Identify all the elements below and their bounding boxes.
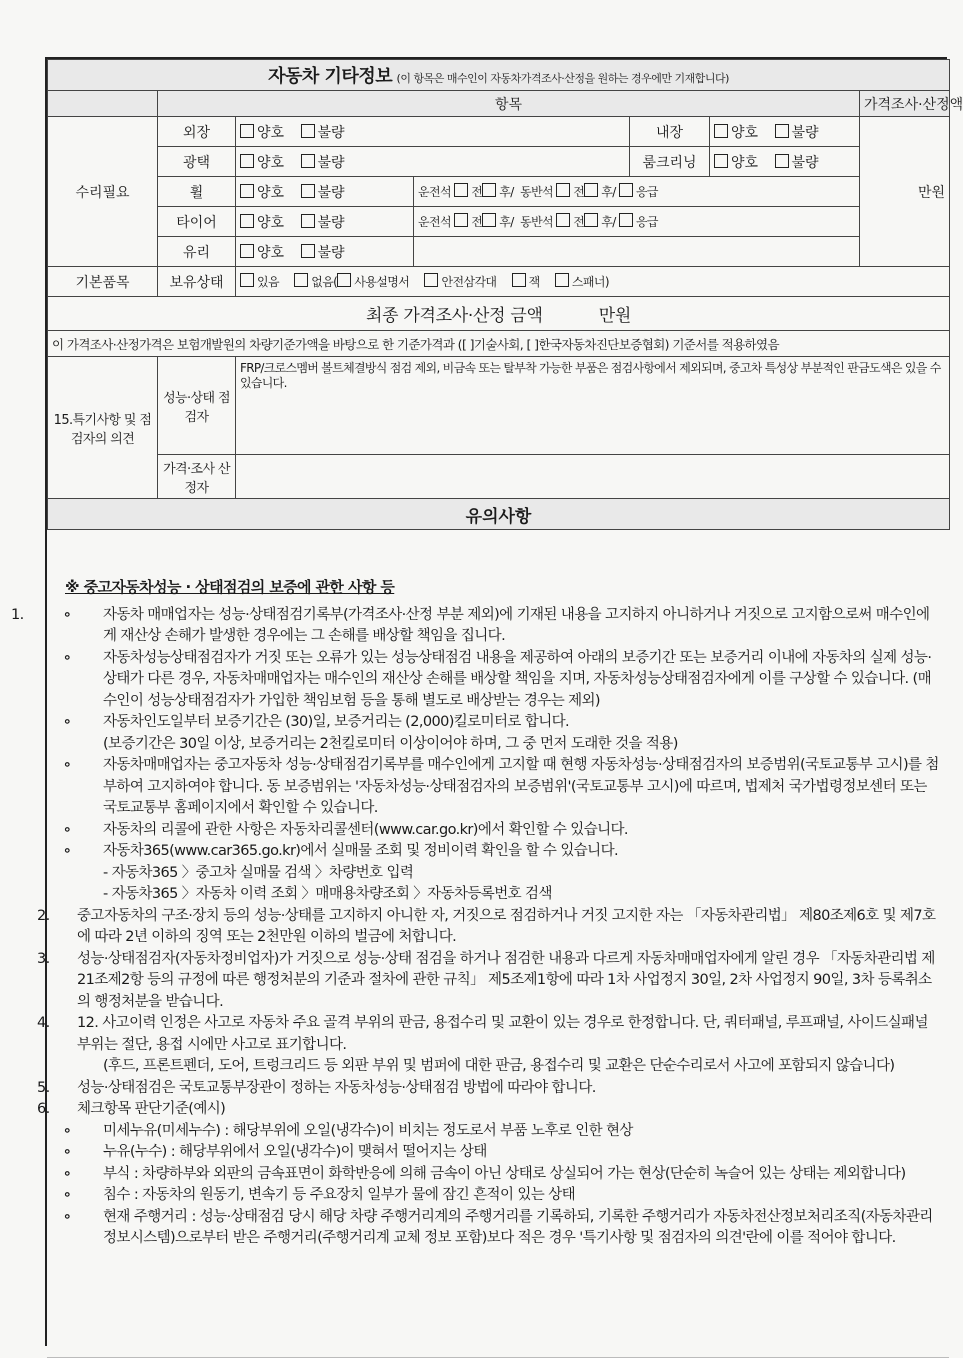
row-tire: 타이어 (158, 207, 236, 237)
checkbox-icon[interactable] (619, 183, 633, 197)
checkbox-icon[interactable] (294, 273, 308, 287)
notice-item-text: 12. 사고이력 인정은 사고로 자동차 주요 골격 부위의 판금, 용접수리 및 교환이 있는 경우로 한정합니다. 단, 쿼터패널, 루프패널, 사이드실패널 부위는 절단, 용접 시에만 사고로 표기합니다. (77, 1015, 928, 1053)
notice-item (57, 734, 942, 756)
notice-item-text: (후드, 프론트펜더, 도어, 트렁크리드 등 외판 부위 및 범퍼에 대한 판금, 용접수리 및 교환은 단순수리로서 사고에 포함되지 않습니다) (103, 1058, 895, 1074)
price-unit: 만원 (860, 117, 950, 267)
row-wheel: 휠 (158, 177, 236, 207)
checkbox-icon[interactable] (584, 213, 598, 227)
checkbox-icon[interactable] (240, 184, 254, 198)
checkbox-icon[interactable] (482, 183, 496, 197)
notice-item (57, 1207, 942, 1250)
notice-item-text: 자동차의 리콜에 관한 사항은 자동차리콜센터(www.car.go.kr)에서 확인할 수 있습니다. (103, 821, 628, 838)
notice-item (57, 1142, 942, 1164)
notice-item-number: 6. (37, 1101, 50, 1117)
notice-item-text: 누유(누수) : 해당부위에서 오일(냉각수)이 맺혀서 떨어지는 상태 (103, 1144, 487, 1160)
wheel-seat-options[interactable]: 운전석 전 후/ 동반석 전 후/ 응급 (414, 177, 860, 207)
notice-item-text: (보증기간은 30일 이상, 보증거리는 2천킬로미터 이상이어야 하며, 그 중 먼저 도래한 것을 적용) (103, 735, 678, 752)
repair-label: 수리필요 (48, 117, 158, 267)
bullet-icon: ∘ (62, 821, 72, 838)
checkbox-icon[interactable] (424, 273, 438, 287)
bullet-icon: ∘ (62, 1122, 72, 1139)
notice-heading: ※ 중고자동차성능 · 상태점검의 보증에 관한 사항 등 (65, 578, 395, 596)
interior-options[interactable]: 양호 불량 (710, 117, 860, 147)
other-info-table (47, 59, 963, 530)
tire-options[interactable]: 양호 불량 (236, 207, 414, 237)
notice-list (11, 605, 942, 1250)
notice-item (57, 712, 942, 734)
checkbox-icon[interactable] (301, 124, 315, 138)
checkbox-icon[interactable] (454, 213, 468, 227)
notice-item (57, 1056, 942, 1078)
price-assessor-opinion[interactable] (236, 455, 950, 499)
col-price-header: 가격조사·산정액 (860, 91, 950, 117)
notice-item-text: 현재 주행거리 : 성능·상태점검 당시 해당 차량 주행거리계의 주행거리를 기록하되, 기록한 주행거리가 자동차전산정보처리조직(자동차관리정보시스템)으로부터 받은 주행거리(주행거리계 교체 정보 포함)보다 적은 경우 '특기사항 및 점검자의 의견'란에 이를 적어야 합니다. (103, 1208, 933, 1246)
notice-item-text: 미세누유(미세누수) : 해당부위에 오일(냉각수)이 비치는 정도로서 부품 노후로 인한 현상 (103, 1122, 633, 1139)
other-info-title: 자동차 기타정보 (268, 66, 393, 87)
notice-item-text: - 자동차365 〉중고차 실매물 검색 〉차량번호 입력 (103, 864, 414, 881)
notice-item-number: 1. (11, 606, 24, 623)
exterior-options[interactable]: 양호 불량 (236, 117, 630, 147)
checkbox-icon[interactable] (775, 124, 789, 138)
notice-item (57, 648, 942, 713)
bullet-icon: ∘ (62, 649, 72, 666)
row-glass: 유리 (158, 237, 236, 267)
row-exterior: 외장 (158, 117, 236, 147)
tire-seat-options[interactable]: 운전석 전 후/ 동반석 전 후/ 응급 (414, 207, 860, 237)
notice-item-number: 3. (37, 950, 50, 967)
final-amount-unit: 만원 (598, 306, 631, 326)
remarks-label: 15.특기사항 및 점검자의 의견 (48, 357, 158, 499)
price-assessor-label: 가격·조사 산정자 (158, 455, 236, 499)
gloss-options[interactable]: 양호 불량 (236, 147, 630, 177)
basic-items-options[interactable]: 있음 없음( 사용설명서 안전삼각대 잭 스패너) (236, 267, 950, 297)
notice-item (57, 1164, 942, 1186)
checkbox-icon[interactable] (584, 183, 598, 197)
notice-item (57, 820, 942, 842)
checkbox-icon[interactable] (556, 183, 570, 197)
inspection-form-page (11, 57, 963, 1346)
inspector-label: 성능·상태 점검자 (158, 357, 236, 455)
notice-item (57, 863, 942, 885)
checkbox-icon[interactable] (556, 213, 570, 227)
notice-item-number: 2. (37, 907, 50, 924)
notice-item (57, 841, 942, 863)
notice-item-text: 부식 : 차량하부와 외판의 금속표면이 화학반응에 의해 금속이 아닌 상태로 상실되어 가는 현상(단순히 녹슬어 있는 상태는 제외합니다) (103, 1165, 906, 1182)
notice-item (57, 884, 942, 906)
checkbox-icon[interactable] (619, 213, 633, 227)
notice-item-text: 자동차성능상태점검자가 거짓 또는 오류가 있는 성능상태점검 내용을 제공하여 아래의 보증기간 또는 보증거리 이내에 자동차의 실제 성능·상태가 다른 경우, 자동차매매업자는 매수인의 재산상 손해를 배상할 책임을 지며, 자동차성능상태점검자에게 이를 구상할 수 있습니다. (매수인이 성능상태점검자가 가입한 책임보험 등을 통해 별도로 배상받는 경우는 제외) (103, 649, 932, 709)
glass-options[interactable]: 양호 불량 (236, 237, 414, 267)
checkbox-icon[interactable] (337, 273, 351, 287)
notice-item-text: 자동차매매업자는 중고자동차 성능·상태점검기록부를 매수인에게 고지할 때 현행 자동차성능·상태점검자의 보증범위(국토교통부 고시)를 첨부하여 고지하여야 합니다. 동 보증범위는 '자동차성능·상태점검자의 보증범위'(국토교통부 고시)에 따르며, 법제처 국가법령정보센터 또는 국토교통부 홈페이지에서 확인할 수 있습니다. (103, 757, 939, 816)
checkbox-icon[interactable] (301, 154, 315, 168)
notice-item-text: 중고자동차의 구조·장치 등의 성능·상태를 고지하지 아니한 자, 거짓으로 점검하거나 거짓 고지한 자는 「자동차관리법」 제80조제6호 및 제7호에 따라 2년 이하의 징역 또는 2천만원 이하의 벌금에 처합니다. (77, 907, 936, 945)
room-cleaning-options[interactable]: 양호 불량 (710, 147, 860, 177)
bullet-icon: ∘ (62, 1144, 72, 1160)
checkbox-icon[interactable] (482, 213, 496, 227)
checkbox-icon[interactable] (512, 273, 526, 287)
notice-item (57, 755, 942, 820)
notice-item-number: 5. (37, 1079, 50, 1096)
checkbox-icon[interactable] (240, 214, 254, 228)
checkbox-icon[interactable] (301, 214, 315, 228)
checkbox-icon[interactable] (454, 183, 468, 197)
notice-item-text: 침수 : 자동차의 원동기, 변속기 등 주요장치 일부가 물에 잠긴 흔적이 있는 상태 (103, 1187, 576, 1203)
notice-section (11, 569, 942, 1250)
notice-item-text: - 자동차365 〉자동차 이력 조회 〉매매용차량조회 〉자동차등록번호 검색 (103, 886, 552, 902)
notice-item (37, 949, 942, 1014)
bullet-icon: ∘ (62, 757, 72, 773)
notice-item-number: 4. (37, 1015, 50, 1031)
notice-item (11, 605, 942, 648)
notice-item-text: 체크항목 판단기준(예시) (77, 1101, 226, 1117)
checkbox-icon[interactable] (714, 154, 728, 168)
col-item-header: 항목 (158, 91, 860, 117)
bullet-icon: ∘ (62, 714, 72, 730)
notice-item-text: 자동차 매매업자는 성능·상태점검기록부(가격조사·산정 부분 제외)에 기재된 내용을 고지하지 아니하거나 거짓으로 고지함으로써 매수인에게 재산상 손해가 발생한 경우에는 그 손해를 배상할 책임을 집니다. (103, 606, 930, 644)
bullet-icon: ∘ (62, 606, 72, 623)
checkbox-icon[interactable] (240, 154, 254, 168)
notice-item (37, 1099, 942, 1121)
notice-item (37, 1078, 942, 1100)
notice-item-text: 성능·상태점검자(자동차정비업자)가 거짓으로 성능·상태 점검을 하거나 점검한 내용과 다르게 자동차매매업자에게 알린 경우 「자동차관리법 제21조제2항 등의 규정에 따른 행정처분의 기준과 절차에 관한 규칙」 제5조제1항에 따라 1차 사업정지 30일, 2차 사업정지 90일, 3차 등록취소의 행정처분을 받습니다. (77, 950, 935, 1010)
row-gloss: 광택 (158, 147, 236, 177)
row-room-cleaning: 룸크리닝 (630, 147, 710, 177)
bullet-icon: ∘ (62, 1187, 72, 1203)
notice-item (37, 906, 942, 949)
notice-item (57, 1185, 942, 1207)
notice-item-text: 성능·상태점검은 국토교통부장관이 정하는 자동차성능·상태점검 방법에 따라야 합니다. (77, 1079, 596, 1096)
checkbox-icon[interactable] (775, 154, 789, 168)
notice-title: 유의사항 (48, 499, 950, 530)
checkbox-icon[interactable] (240, 244, 254, 258)
checkbox-icon[interactable] (714, 124, 728, 138)
notice-item-text: 자동차인도일부터 보증기간은 (30)일, 보증거리는 (2,000)킬로미터로 합니다. (103, 714, 570, 730)
final-amount-cell (48, 297, 950, 331)
checkbox-icon[interactable] (240, 273, 254, 287)
notice-item (37, 1013, 942, 1056)
wheel-options[interactable]: 양호 불량 (236, 177, 414, 207)
inspector-opinion[interactable]: FRP/크로스멤버 볼트체결방식 점검 제외, 비금속 또는 탈부착 가능한 부품은 점검사항에서 제외되며, 중고차 특성상 부분적인 판금도색은 있을 수 있습니다. (236, 357, 950, 455)
basis-text: 이 가격조사·산정가격은 보험개발원의 차량기준가액을 바탕으로 한 기준가격과 ([ ]기술사회, [ ]한국자동차진단보증협회) 기준서를 적용하였음 (48, 331, 950, 357)
notice-item (57, 1121, 942, 1143)
notice-item-text: 자동차365(www.car365.go.kr)에서 실매물 조회 및 정비이력 확인을 할 수 있습니다. (103, 843, 618, 859)
bullet-icon: ∘ (62, 1165, 72, 1182)
row-interior: 내장 (630, 117, 710, 147)
bullet-icon: ∘ (62, 843, 72, 859)
basic-items-status: 보유상태 (158, 267, 236, 297)
bullet-icon: ∘ (62, 1208, 72, 1225)
checkbox-icon[interactable] (301, 184, 315, 198)
other-info-note: (이 항목은 매수인이 자동차가격조사·산정을 원하는 경우에만 기재합니다) (396, 72, 729, 85)
other-info-title-cell (48, 60, 950, 91)
checkbox-icon[interactable] (555, 273, 569, 287)
checkbox-icon[interactable] (301, 244, 315, 258)
final-amount-label: 최종 가격조사·산정 금액 (366, 306, 543, 326)
checkbox-icon[interactable] (240, 124, 254, 138)
basic-items-label: 기본품목 (48, 267, 158, 297)
